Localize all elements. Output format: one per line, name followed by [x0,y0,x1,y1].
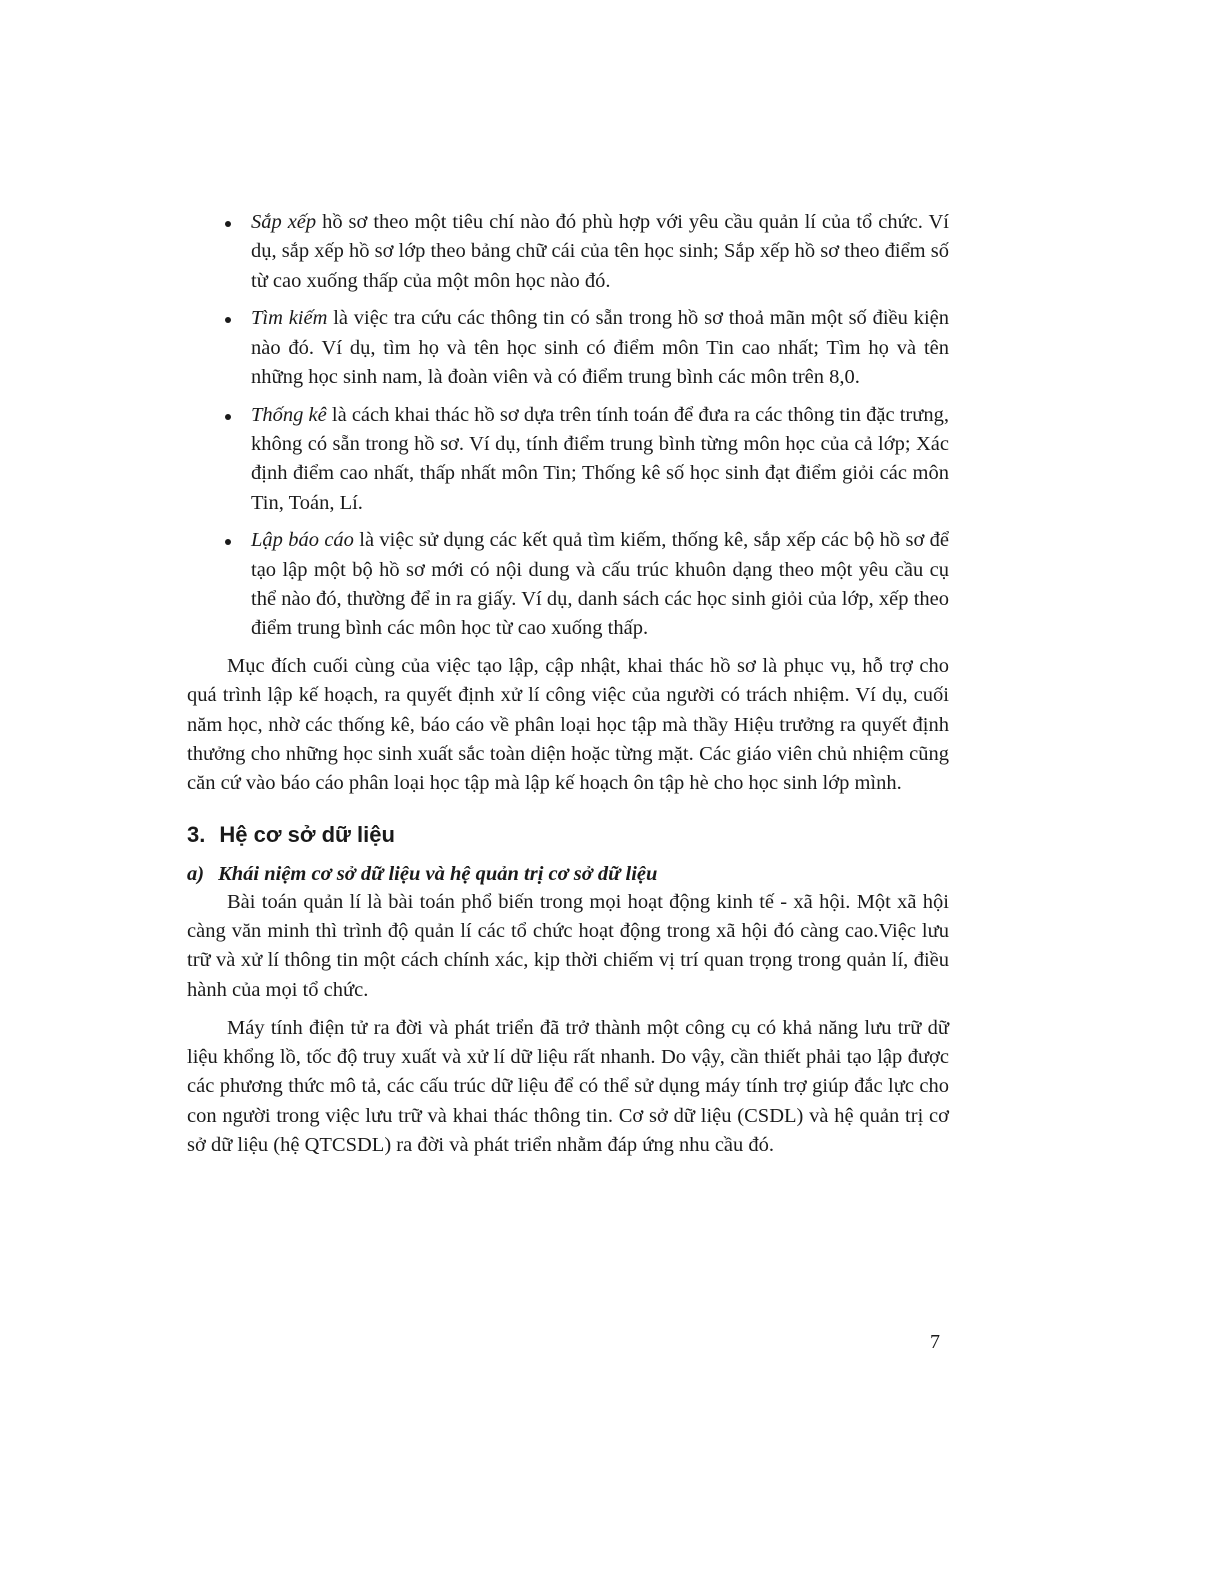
bullet-term: Sắp xếp [251,211,317,233]
subsection-label: a) [187,862,205,885]
bullet-icon [225,221,231,227]
bullet-icon [225,317,231,323]
bullet-list [187,208,949,644]
bullet-item-sort [187,208,949,296]
bullet-text: là cách khai thác hồ sơ dựa trên tính toán để đưa ra các thông tin đặc trưng, không có sẵn trong hồ sơ. Ví dụ, tính điểm trung bình từng môn học của cả lớp; Xác định điểm cao nhất, thấp nhất môn Tin; Thống kê số học sinh đạt điểm giỏi các môn Tin, Toán, Lí. [251,403,949,514]
bullet-term: Lập báo cáo [251,529,354,552]
section-heading [187,821,949,849]
subsection-heading [187,860,949,888]
bullet-text: hồ sơ theo một tiêu chí nào đó phù hợp với yêu cầu quản lí của tổ chức. Ví dụ, sắp xếp hồ sơ lớp theo bảng chữ cái của tên học sinh; Sắp xếp hồ sơ theo điểm số từ cao xuống thấp của một môn học nào đó. [251,211,949,292]
bullet-icon [225,414,231,420]
bullet-item-report [187,526,949,643]
page-content [187,208,949,1160]
section-title: Hệ cơ sở dữ liệu [219,821,395,847]
bullet-item-statistics [187,401,949,518]
page-number: 7 [930,1331,940,1353]
bullet-term: Tìm kiếm [251,307,328,330]
bullet-item-search [187,304,949,392]
body-paragraph: Bài toán quản lí là bài toán phổ biến trong mọi hoạt động kinh tế - xã hội. Một xã hội càng văn minh thì trình độ quản lí các tổ chức hoạt động trong xã hội đó càng cao.Việc lưu trữ và xử lí thông tin một cách chính xác, kịp thời chiếm vị trí quan trọng trong quản lí, điều hành của mọi tổ chức. [187,890,949,1001]
section-number: 3. [187,821,206,847]
bullet-text: là việc tra cứu các thông tin có sẵn trong hồ sơ thoả mãn một số điều kiện nào đó. Ví dụ, tìm họ và tên học sinh có điểm môn Tin cao nhất; Tìm họ và tên những học sinh nam, là đoàn viên và có điểm trung bình các môn trên 8,0. [251,307,949,388]
bullet-text: là việc sử dụng các kết quả tìm kiếm, thống kê, sắp xếp các bộ hồ sơ để tạo lập một bộ hồ sơ mới có nội dung và cấu trúc khuôn dạng theo một yêu cầu cụ thể nào đó, thường để in ra giấy. Ví dụ, danh sách các học sinh giỏi của lớp, xếp theo điểm trung bình các môn học từ cao xuống thấp. [251,529,950,640]
bullet-term: Thống kê [251,403,327,426]
bullet-icon [225,539,231,545]
summary-paragraph: Mục đích cuối cùng của việc tạo lập, cập nhật, khai thác hồ sơ là phục vụ, hỗ trợ cho quá trình lập kế hoạch, ra quyết định xử lí công việc của người có trách nhiệm. Ví dụ, cuối năm học, nhờ các thống kê, báo cáo về phân loại học tập mà thầy Hiệu trưởng ra quyết định thưởng cho những học sinh xuất sắc toàn diện hoặc từng mặt. Các giáo viên chủ nhiệm cũng căn cứ vào báo cáo phân loại học tập mà lập kế hoạch ôn tập hè cho học sinh lớp mình. [187,655,949,795]
body-paragraph: Máy tính điện tử ra đời và phát triển đã trở thành một công cụ có khả năng lưu trữ dữ liệu khổng lồ, tốc độ truy xuất và xử lí dữ liệu rất nhanh. Do vậy, cần thiết phải tạo lập được các phương thức mô tả, các cấu trúc dữ liệu để có thể sử dụng máy tính trợ giúp đắc lực cho con người trong việc lưu trữ và khai thác thông tin. Cơ sở dữ liệu (CSDL) và hệ quản trị cơ sở dữ liệu (hệ QTCSDL) ra đời và phát triển nhằm đáp ứng nhu cầu đó. [187,1016,949,1157]
subsection-title: Khái niệm cơ sở dữ liệu và hệ quản trị cơ sở dữ liệu [218,862,658,885]
